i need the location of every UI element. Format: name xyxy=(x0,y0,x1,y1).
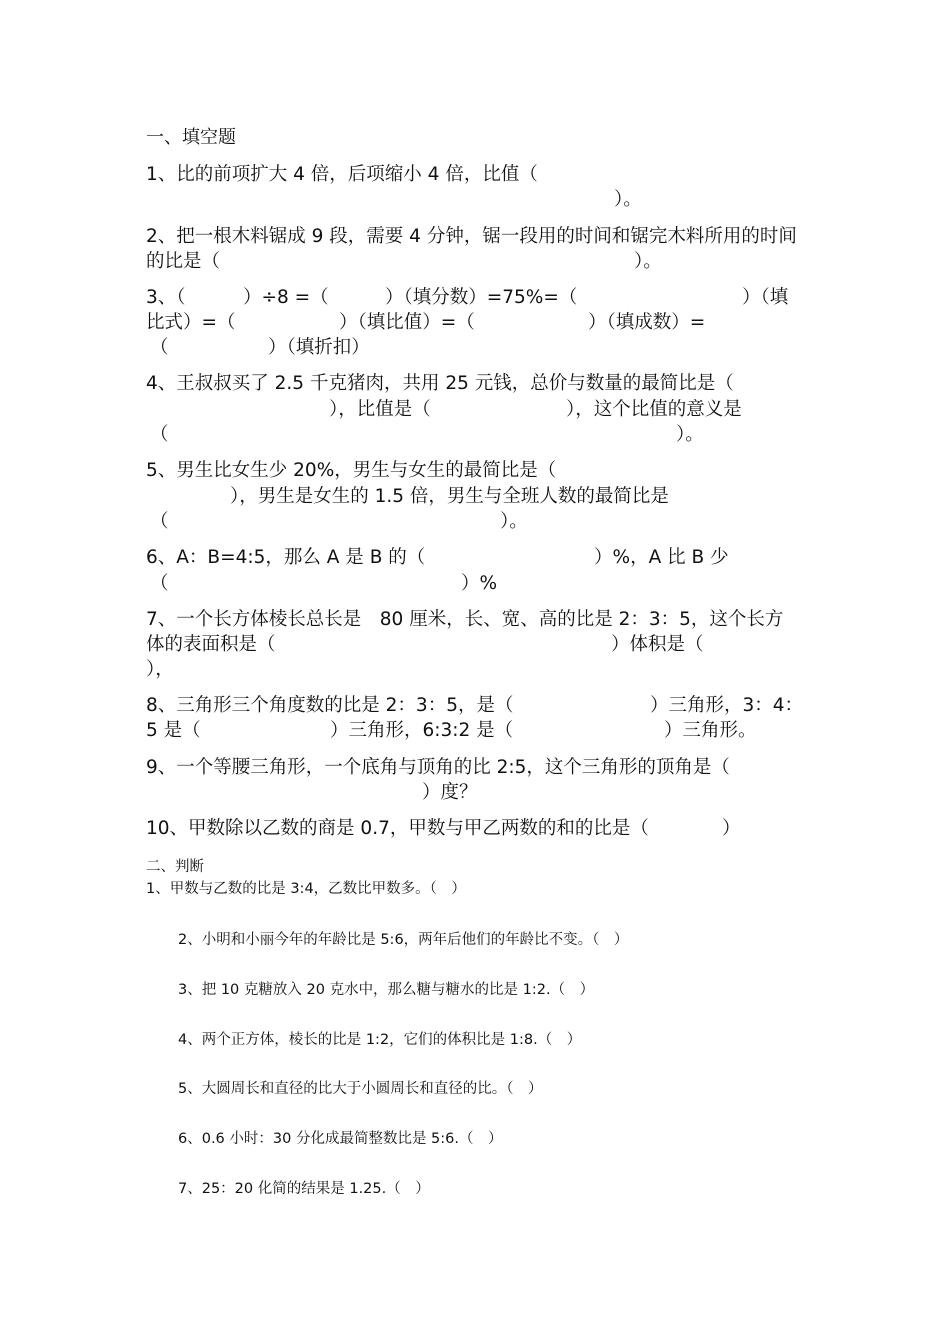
q10-line1-b: ） xyxy=(722,818,741,839)
q6-line2-a: （ xyxy=(150,573,169,594)
section-heading-judgement: 二、判断 xyxy=(146,859,204,875)
q8-line2-a: 5 是（ xyxy=(146,720,201,741)
judge-item-6: 6、0.6 小时：30 分化成最简整数比是 5:6.（ ） xyxy=(178,1131,503,1147)
q4-line2-a: ），比值是（ xyxy=(329,399,431,420)
q1-line1: 1、比的前项扩大 4 倍，后项缩小 4 倍，比值（ xyxy=(146,164,538,185)
q3-line1-b: ）÷8 =（ xyxy=(243,287,329,308)
judge-item-1: 1、甲数与乙数的比是 3:4，乙数比甲数多。（ ） xyxy=(146,881,466,897)
q7-line2-b: ）体积是（ xyxy=(611,634,704,655)
q9-line1: 9、一个等腰三角形，一个底角与顶角的比 2:5，这个三角形的顶角是（ xyxy=(146,757,730,778)
q3-line2-c: ）（填成数）= xyxy=(588,312,706,333)
q5-line1: 5、男生比女生少 20%，男生与女生的最简比是（ xyxy=(146,460,557,481)
judge-item-2: 2、小明和小丽今年的年龄比是 5:6，两年后他们的年龄比不变。（ ） xyxy=(178,932,629,948)
q8-line1-a: 8、三角形三个角度数的比是 2：3：5，是（ xyxy=(146,695,514,716)
q3-line1-d: ）（填 xyxy=(742,287,789,308)
q4-line2-b: ），这个比值的意义是 xyxy=(566,399,742,420)
q3-line3-b: ）（填折扣） xyxy=(268,337,370,358)
q8-line2-c: ）三角形。 xyxy=(664,720,757,741)
q3-line3-a: （ xyxy=(150,337,169,358)
q6-line1-a: 6、A：B=4:5，那么 A 是 B 的（ xyxy=(146,547,426,568)
q3-line1-a: 3、（ xyxy=(146,287,186,308)
q8-line1-b: ）三角形，3：4： xyxy=(650,695,804,716)
q7-line3: ）， xyxy=(146,659,174,680)
judge-item-4: 4、两个正方体，棱长的比是 1:2，它们的体积比是 1:8.（ ） xyxy=(178,1032,582,1048)
q8-line2-b: ）三角形，6:3:2 是（ xyxy=(330,720,514,741)
judge-item-3: 3、把 10 克糖放入 20 克水中，那么糖与糖水的比是 1:2.（ ） xyxy=(178,982,595,998)
q3-line1-c: ）（填分数）=75%=（ xyxy=(385,287,578,308)
q10-line1-a: 10、甲数除以乙数的商是 0.7，甲数与甲乙两数的和的比是（ xyxy=(146,818,649,839)
section-heading-fill-blank: 一、填空题 xyxy=(146,127,236,148)
q9-line2: ）度？ xyxy=(422,782,478,803)
judge-item-5: 5、大圆周长和直径的比大于小圆周长和直径的比。（ ） xyxy=(178,1081,543,1097)
q5-line3-b: ）。 xyxy=(500,511,528,532)
judge-item-7: 7、25：20 化简的结果是 1.25.（ ） xyxy=(178,1181,430,1197)
q7-line2-a: 体的表面积是（ xyxy=(146,634,276,655)
q2-line2-a: 的比是（ xyxy=(146,251,221,272)
q5-line2: ），男生是女生的 1.5 倍，男生与全班人数的最简比是 xyxy=(230,486,669,507)
q2-line2-b: ）。 xyxy=(634,251,662,272)
q4-line3-a: （ xyxy=(150,424,169,445)
q2-line1: 2、把一根木料锯成 9 段，需要 4 分钟，锯一段用的时间和锯完木料所用的时间 xyxy=(146,226,797,247)
q3-line2-a: 比式）=（ xyxy=(146,312,236,333)
q3-line2-b: ）（填比值）=（ xyxy=(339,312,475,333)
q4-line1: 4、王叔叔买了 2.5 千克猪肉，共用 25 元钱，总价与数量的最简比是（ xyxy=(146,373,734,394)
q5-line3-a: （ xyxy=(150,511,169,532)
q4-line3-b: ）。 xyxy=(676,424,704,445)
q6-line2-b: ）% xyxy=(461,573,498,594)
q1-line2: ）。 xyxy=(614,189,642,210)
q6-line1-b: ）%，A 比 B 少 xyxy=(594,547,729,568)
q7-line1: 7、一个长方体棱长总长是 80 厘米，长、宽、高的比是 2：3：5，这个长方 xyxy=(146,609,784,630)
